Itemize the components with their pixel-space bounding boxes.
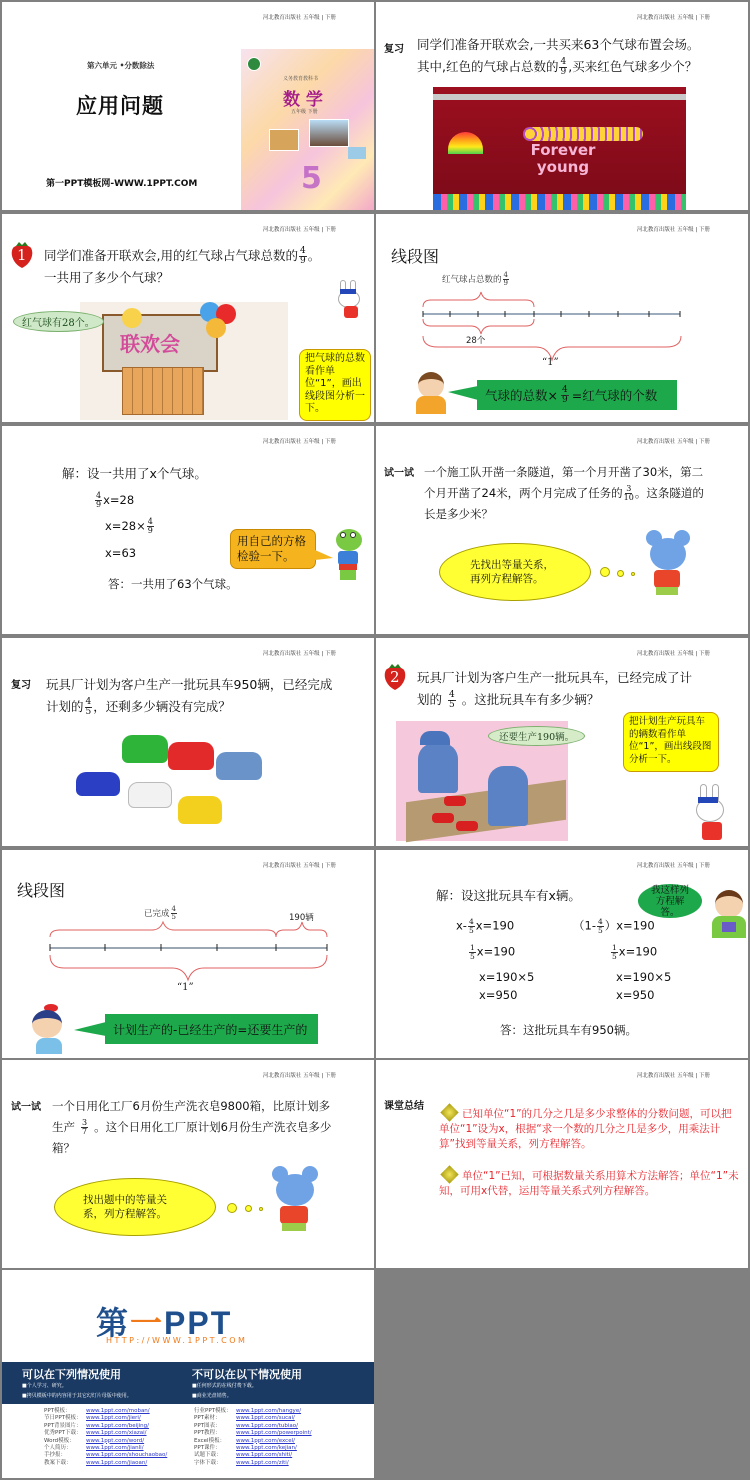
publisher-header: 河北教育出版社 五年级 | 下册	[636, 651, 710, 657]
unit-label: 第六单元 •分数除法	[87, 61, 155, 70]
stage-photo	[433, 87, 686, 210]
link-shiti[interactable]: www.1ppt.com/shiti/	[236, 1452, 293, 1459]
cover-photo-2	[309, 119, 349, 147]
slide-solution-2[interactable]	[376, 850, 748, 1058]
link-beijing[interactable]: www.1ppt.com/beijing/	[86, 1422, 150, 1429]
link-xiazai[interactable]: www.1ppt.com/xiazai/	[86, 1430, 147, 1437]
question-text	[417, 667, 747, 711]
toy-cars-photo	[72, 730, 272, 840]
question-text	[417, 34, 747, 78]
left-equation-4: x=950	[479, 988, 518, 1002]
publisher-logo-icon	[247, 57, 261, 71]
slide-example-1[interactable]	[2, 214, 374, 422]
textbook-cover	[241, 49, 374, 210]
link-row: PPT素材： www.1ppt.com/sucai/	[194, 1415, 295, 1422]
question-line-2: 其中,红色的气球占总数的 $\frac{4}{9}$ ,买来红色气球多少个？	[417, 57, 698, 77]
question-line-1: 玩具厂计划为客户生产一批玩具车，已经完成了计	[417, 670, 693, 685]
rainbow-balloons	[448, 132, 483, 154]
right-equation-3: x=190×5	[616, 970, 672, 984]
link-row: PPT图表： www.1ppt.com/tubiao/	[194, 1422, 298, 1429]
summary-point-2: 单位“1”已知，可根据数量关系用算术方法解答；单位“1”未知，可用x代替，运用等量关系式列方程解答。	[439, 1168, 739, 1199]
girl-avatar	[28, 1002, 68, 1054]
solution-setup: 解：设一共用了x个气球。	[62, 466, 207, 481]
slide-summary[interactable]	[376, 1060, 748, 1268]
slide-credits[interactable]	[2, 1270, 374, 1478]
cannot-use-title: 不可以在以下情况使用	[192, 1368, 302, 1381]
link-row: PPT教程： www.1ppt.com/powerpoint/	[194, 1430, 312, 1437]
question-line-2: 划的 $\frac{4}{5}$ 。这批玩具车有多少辆？	[417, 690, 600, 710]
slide-try-soap[interactable]	[2, 1060, 374, 1268]
cover-photo-1	[269, 129, 299, 151]
link-row: Word模板： www.1ppt.com/word/	[44, 1437, 145, 1444]
question-line-2: 生产 $\frac{3}{7}$ 。这个日用化工厂原计划6月份生产洗衣皂多少	[52, 1118, 332, 1136]
can-use-item: ■拷贝模板中的内容用于其它幻灯片母版中使用。	[22, 1393, 132, 1399]
speech-tail	[315, 550, 335, 564]
part-label: 红气球占总数的 $\frac{4}{9}$	[442, 271, 508, 287]
question-line-1: 同学们准备开联欢会,一共买来63个气球布置会场。	[417, 37, 700, 52]
link-powerpoint[interactable]: www.1ppt.com/powerpoint/	[236, 1430, 312, 1437]
question-text	[424, 462, 744, 525]
link-row: 优秀PPT下载： www.1ppt.com/xiazai/	[44, 1430, 147, 1437]
answer-text: 答：一共用了63个气球。	[108, 577, 238, 591]
publisher-header: 河北教育出版社 五年级 | 下册	[262, 227, 336, 233]
cannot-use-item: ■商业光盘销售。	[192, 1393, 232, 1399]
review-tag: 复习	[384, 44, 404, 55]
publisher-header: 河北教育出版社 五年级 | 下册	[636, 227, 710, 233]
question-line-1: 玩具厂计划为客户生产一批玩具车950辆，已经完成	[46, 677, 333, 692]
question-line-2: 一共用了多少个气球？	[44, 270, 170, 285]
question-line-1: 同学们准备开联欢会,用的红气球占气球总数的 $\frac{4}{9}$ 。	[44, 246, 321, 266]
fraction: $\frac{4}{9}$	[299, 246, 306, 266]
brand-url: HTTP://WWW.1PPT.COM	[106, 1336, 248, 1345]
link-row: 试题下载： www.1ppt.com/shiti/	[194, 1452, 293, 1459]
left-equation-2: $\frac{1}{5}$ x=190	[470, 943, 516, 961]
book-number: 5	[301, 161, 322, 196]
question-line-1: 一个施工队开凿一条隧道，第一个月开凿了30米，第二	[424, 465, 704, 479]
remaining-label: 190辆	[289, 913, 314, 923]
done-label: 已完成 $\frac{4}{5}$	[144, 905, 176, 921]
link-row: 教案下载： www.1ppt.com/jiaoan/	[44, 1459, 148, 1466]
can-use-title: 可以在下列情况使用	[22, 1368, 121, 1381]
thought-cloud: 找出题中的等量关系，列方程解答。	[54, 1178, 216, 1236]
link-row: PPT课件： www.1ppt.com/kejian/	[194, 1445, 297, 1452]
links-right	[194, 1408, 312, 1467]
link-row: 个人简历： www.1ppt.com/jianli/	[44, 1445, 144, 1452]
diagram-title: 线段图	[391, 247, 440, 266]
publisher-header: 河北教育出版社 五年级 | 下册	[636, 863, 710, 869]
cover-photo-3	[348, 147, 366, 159]
equation-1: $\frac{4}{9}$ x=28	[96, 491, 135, 509]
site-footer: 第一PPT模板网-WWW.1PPT.COM	[46, 179, 198, 189]
whole-label: “1”	[542, 357, 559, 368]
link-excel[interactable]: www.1ppt.com/excel/	[236, 1437, 295, 1444]
formula-box: 气球的总数× $\frac{4}{9}$ =红气球的个数	[477, 380, 677, 410]
speech-bubble: 红气球有28个。	[13, 311, 104, 332]
thought-cloud: 先找出等量关系，再列方程解答。	[439, 543, 591, 601]
title-heading: 应用问题	[76, 94, 164, 118]
speech-tail	[74, 1022, 106, 1042]
diamond-bullet-icon	[440, 1103, 458, 1121]
question-text	[46, 674, 372, 718]
slide-title[interactable]	[2, 2, 374, 210]
link-ziti[interactable]: www.1ppt.com/ziti/	[236, 1459, 289, 1466]
can-use-item: ■个人学习、研究。	[22, 1383, 67, 1389]
hint-note: 把气球的总数看作单位“1”，画出线段图分析一下。	[299, 349, 371, 421]
slide-solution-1[interactable]	[2, 426, 374, 634]
review-tag: 复习	[11, 680, 31, 691]
try-tag: 试一试	[384, 468, 414, 479]
link-row: 字体下载： www.1ppt.com/ziti/	[194, 1459, 289, 1466]
frog-mascot-icon	[334, 529, 362, 581]
right-equation-4: x=950	[616, 988, 655, 1002]
link-tubiao[interactable]: www.1ppt.com/tubiao/	[236, 1422, 298, 1429]
strawberry-number-icon: 2	[383, 663, 407, 689]
answer-text: 答：这批玩具车有950辆。	[500, 1023, 637, 1037]
publisher-header: 河北教育出版社 五年级 | 下册	[262, 651, 336, 657]
link-shouchaobao[interactable]: www.1ppt.com/shouchaobao/	[86, 1452, 168, 1459]
slide-try-tunnel[interactable]	[376, 426, 748, 634]
link-moban[interactable]: www.1ppt.com/moban/	[86, 1408, 150, 1414]
question-line-2: 个月开凿了24米，两个月完成了任务的 $\frac{3}{10}$ 。这条隧道的	[424, 484, 704, 502]
link-jiaoan[interactable]: www.1ppt.com/jiaoan/	[86, 1459, 148, 1466]
party-illustration	[80, 302, 288, 420]
link-row: 行业PPT模板： www.1ppt.com/hangye/	[194, 1408, 302, 1414]
question-line-1: 一个日用化工厂6月份生产洗衣皂9800箱，比原计划多	[52, 1099, 331, 1113]
speech-bubble: 还要生产190辆。	[488, 726, 585, 746]
links-left	[44, 1408, 167, 1467]
slide-segment-diagram-1[interactable]	[376, 214, 748, 422]
publisher-header: 河北教育出版社 五年级 | 下册	[636, 1073, 710, 1079]
link-jieri[interactable]: www.1ppt.com/jieri/	[86, 1415, 141, 1422]
slide-review-balloons[interactable]	[376, 2, 748, 210]
try-tag: 试一试	[11, 1102, 41, 1113]
right-equation-2: $\frac{1}{5}$ x=190	[612, 943, 658, 961]
question-line-3: 箱？	[52, 1141, 75, 1155]
publisher-header: 河北教育出版社 五年级 | 下册	[636, 439, 710, 445]
hint-note: 把计划生产玩具车的辆数看作单位“1”，画出线段图分析一下。	[623, 712, 719, 772]
link-word[interactable]: www.1ppt.com/word/	[86, 1437, 145, 1444]
publisher-header: 河北教育出版社 五年级 | 下册	[262, 15, 336, 21]
question-line-2: 计划的 $\frac{4}{5}$ ，还剩多少辆没有完成？	[46, 697, 231, 717]
diamond-bullet-icon	[440, 1165, 458, 1183]
strawberry-number-icon: 1	[10, 241, 34, 267]
mouse-mascot-icon	[270, 1166, 326, 1238]
publisher-header: 河北教育出版社 五年级 | 下册	[262, 439, 336, 445]
usage-banner	[2, 1362, 374, 1404]
brand-logo: 第一PPT	[96, 1305, 233, 1341]
book-series: 义务教育教科书	[283, 76, 319, 82]
solution-setup: 解：设这批玩具车有x辆。	[436, 888, 581, 903]
link-row: 手抄报： www.1ppt.com/shouchaobao/	[44, 1452, 168, 1459]
slide-segment-diagram-2[interactable]	[2, 850, 374, 1058]
publisher-header: 河北教育出版社 五年级 | 下册	[262, 1073, 336, 1079]
hint-note: 用自己的方格检验一下。	[230, 529, 316, 569]
rabbit-mascot-icon	[694, 784, 728, 842]
boy-avatar	[712, 890, 746, 940]
formula-box: 计划生产的-已经生产的=还要生产的	[105, 1014, 318, 1044]
rabbit-mascot-icon	[336, 280, 364, 320]
slide-review-toy-cars[interactable]	[2, 638, 374, 846]
cannot-use-item: ■任何形式的在线付费下载。	[192, 1383, 257, 1389]
question-text	[44, 245, 374, 289]
diagram-title: 线段图	[17, 881, 66, 900]
link-row: Excel模板： www.1ppt.com/excel/	[194, 1437, 295, 1444]
book-subject: 数 学	[283, 90, 323, 110]
balloon-text: Forever young	[530, 141, 596, 176]
slide-example-2[interactable]	[376, 638, 748, 846]
book-grade: 五年级 下册	[291, 109, 318, 115]
link-jianli[interactable]: www.1ppt.com/jianli/	[86, 1445, 144, 1452]
mouse-mascot-icon	[644, 530, 698, 602]
link-kejian[interactable]: www.1ppt.com/kejian/	[236, 1445, 297, 1452]
speech-bubble: 我这样列方程解答。	[638, 884, 702, 918]
link-hangye[interactable]: www.1ppt.com/hangye/	[236, 1408, 302, 1414]
left-equation-1: x- $\frac{4}{5}$ x=190	[456, 917, 515, 935]
summary-tag: 课堂总结	[384, 1101, 424, 1112]
link-row: PPT模板： www.1ppt.com/moban/	[44, 1408, 150, 1414]
right-equation-1: （1- $\frac{4}{5}$ ）x=190	[573, 917, 655, 935]
whole-label: “1”	[177, 982, 194, 993]
question-text	[52, 1096, 372, 1159]
link-row: PPT背景图片： www.1ppt.com/beijing/	[44, 1422, 150, 1429]
publisher-header: 河北教育出版社 五年级 | 下册	[262, 863, 336, 869]
question-line-3: 长是多少米？	[424, 507, 493, 521]
count-label: 28个	[466, 336, 486, 346]
speech-tail	[448, 386, 478, 406]
link-sucai[interactable]: www.1ppt.com/sucai/	[236, 1415, 295, 1422]
fraction: $\frac{4}{9}$	[560, 57, 567, 77]
banner-text: 联欢会	[120, 332, 180, 356]
left-equation-3: x=190×5	[479, 970, 535, 984]
summary-point-1: 已知单位“1”的几分之几是多少求整体的分数问题，可以把单位“1”设为x，根据“求一个数的几分之几是多少，用乘法计算”找到等量关系，列方程解答。	[439, 1106, 739, 1152]
link-row: 节日PPT模板： www.1ppt.com/jieri/	[44, 1415, 141, 1422]
equation-2: x=28× $\frac{4}{9}$	[105, 517, 153, 535]
publisher-header: 河北教育出版社 五年级 | 下册	[636, 15, 710, 21]
boy-avatar	[414, 372, 448, 414]
equation-3: x=63	[105, 546, 137, 560]
